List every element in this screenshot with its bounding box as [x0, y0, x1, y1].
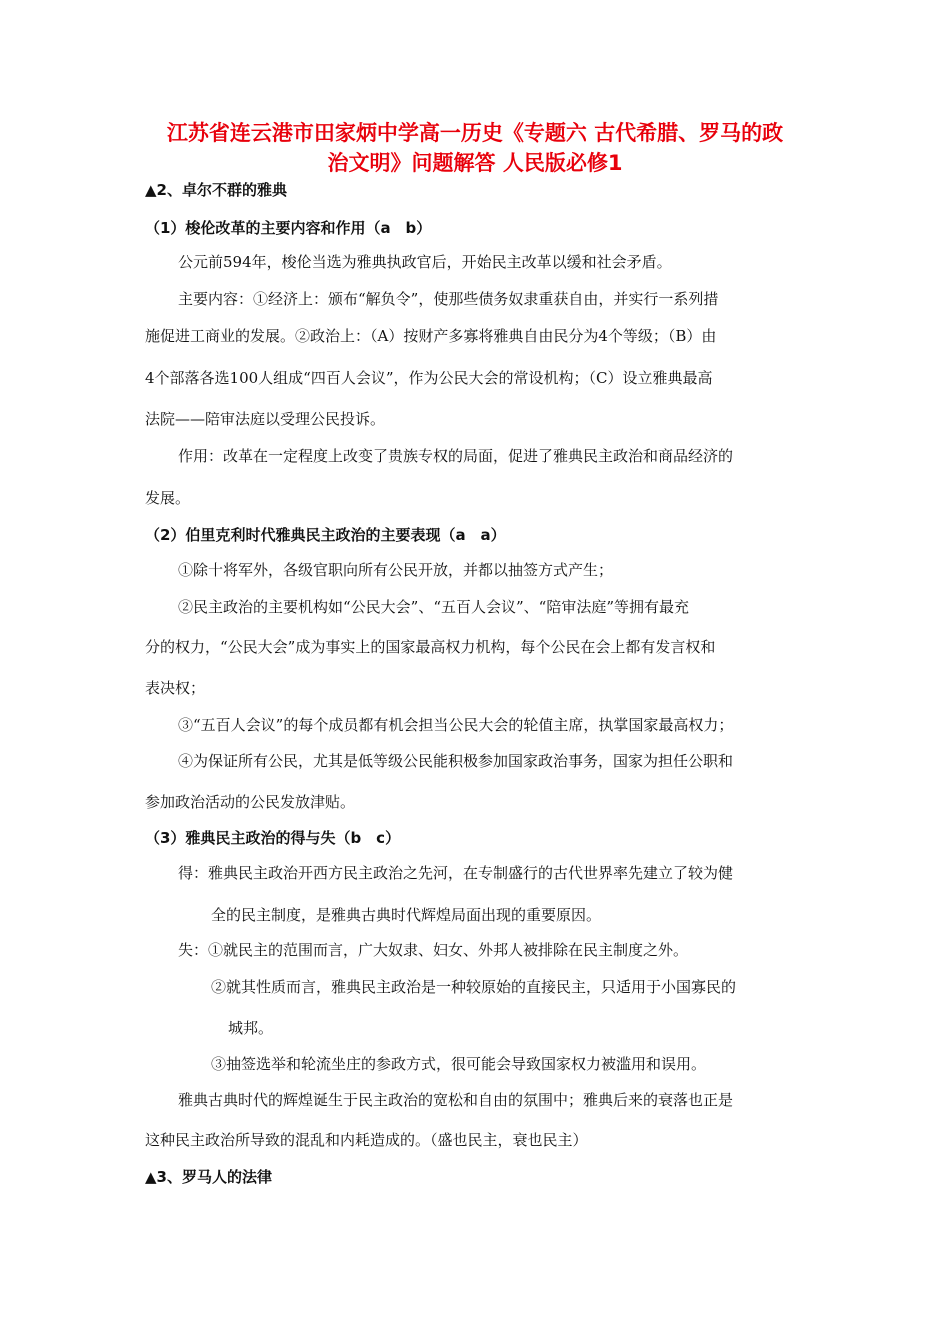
- list-item-2-line-3: 表决权；: [145, 679, 206, 697]
- conclusion-line-2: 这种民主政治所导致的混乱和内耗造成的。（盛也民主，衰也民主）: [145, 1131, 588, 1149]
- paragraph-solon-intro: 公元前594年，梭伦当选为雅典执政官后，开始民主改革以缓和社会矛盾。: [178, 253, 672, 271]
- gain-line-2: 全的民主制度，是雅典古典时代辉煌局面出现的重要原因。: [211, 906, 602, 924]
- conclusion-line-1: 雅典古典时代的辉煌诞生于民主政治的宽松和自由的氛围中；雅典后来的衰落也正是: [178, 1091, 734, 1109]
- section-heading-athens: ▲2、卓尔不群的雅典: [145, 181, 287, 199]
- list-item-4-line-1: ④为保证所有公民，尤其是低等级公民能积极参加国家政治事务，国家为担任公职和: [178, 752, 734, 770]
- list-item-4-line-2: 参加政治活动的公民发放津贴。: [145, 793, 356, 811]
- title-line-2: 治文明》问题解答 人民版必修1: [327, 151, 623, 175]
- section-heading-roman-law: ▲3、罗马人的法律: [145, 1168, 272, 1186]
- loss-line-3: 城邦。: [228, 1019, 274, 1037]
- list-item-1: ①除十将军外，各级官职向所有公民开放，并都以抽签方式产生；: [178, 561, 614, 579]
- paragraph-content-line-1: 主要内容：①经济上：颁布“解负令”，使那些债务奴隶重获自由，并实行一系列措: [178, 290, 719, 308]
- subheading-gains-losses: （3）雅典民主政治的得与失（b c）: [145, 829, 401, 847]
- document-title: [130, 118, 820, 178]
- paragraph-content-line-3: 4个部落各选100人组成“四百人会议”，作为公民大会的常设机构；（C）设立雅典最高: [145, 369, 713, 387]
- title-line-1: 江苏省连云港市田家炳中学高一历史《专题六 古代希腊、罗马的政: [166, 121, 784, 145]
- loss-line-1: 失：①就民主的范围而言，广大奴隶、妇女、外邦人被排除在民主制度之外。: [178, 941, 689, 959]
- paragraph-effect-line-2: 发展。: [145, 489, 191, 507]
- list-item-2-line-1: ②民主政治的主要机构如“公民大会”、“五百人会议”、“陪审法庭”等拥有最充: [178, 598, 690, 616]
- subheading-pericles-era: （2）伯里克利时代雅典民主政治的主要表现（a a）: [145, 526, 506, 544]
- paragraph-effect-line-1: 作用：改革在一定程度上改变了贵族专权的局面，促进了雅典民主政治和商品经济的: [178, 447, 734, 465]
- list-item-2-line-2: 分的权力，“公民大会”成为事实上的国家最高权力机构，每个公民在会上都有发言权和: [145, 638, 716, 656]
- subheading-solon-reform: （1）梭伦改革的主要内容和作用（a b）: [145, 219, 432, 237]
- list-item-3: ③“五百人会议”的每个成员都有机会担当公民大会的轮值主席，执掌国家最高权力；: [178, 716, 734, 734]
- paragraph-content-line-4: 法院——陪审法庭以受理公民投诉。: [145, 410, 386, 428]
- loss-line-2: ②就其性质而言，雅典民主政治是一种较原始的直接民主，只适用于小国寡民的: [211, 978, 737, 996]
- gain-line-1: 得：雅典民主政治开西方民主政治之先河，在专制盛行的古代世界率先建立了较为健: [178, 864, 734, 882]
- paragraph-content-line-2: 施促进工商业的发展。②政治上：（A）按财产多寡将雅典自由民分为4个等级；（B）由: [145, 327, 717, 345]
- loss-line-4: ③抽签选举和轮流坐庄的参政方式，很可能会导致国家权力被滥用和误用。: [211, 1055, 707, 1073]
